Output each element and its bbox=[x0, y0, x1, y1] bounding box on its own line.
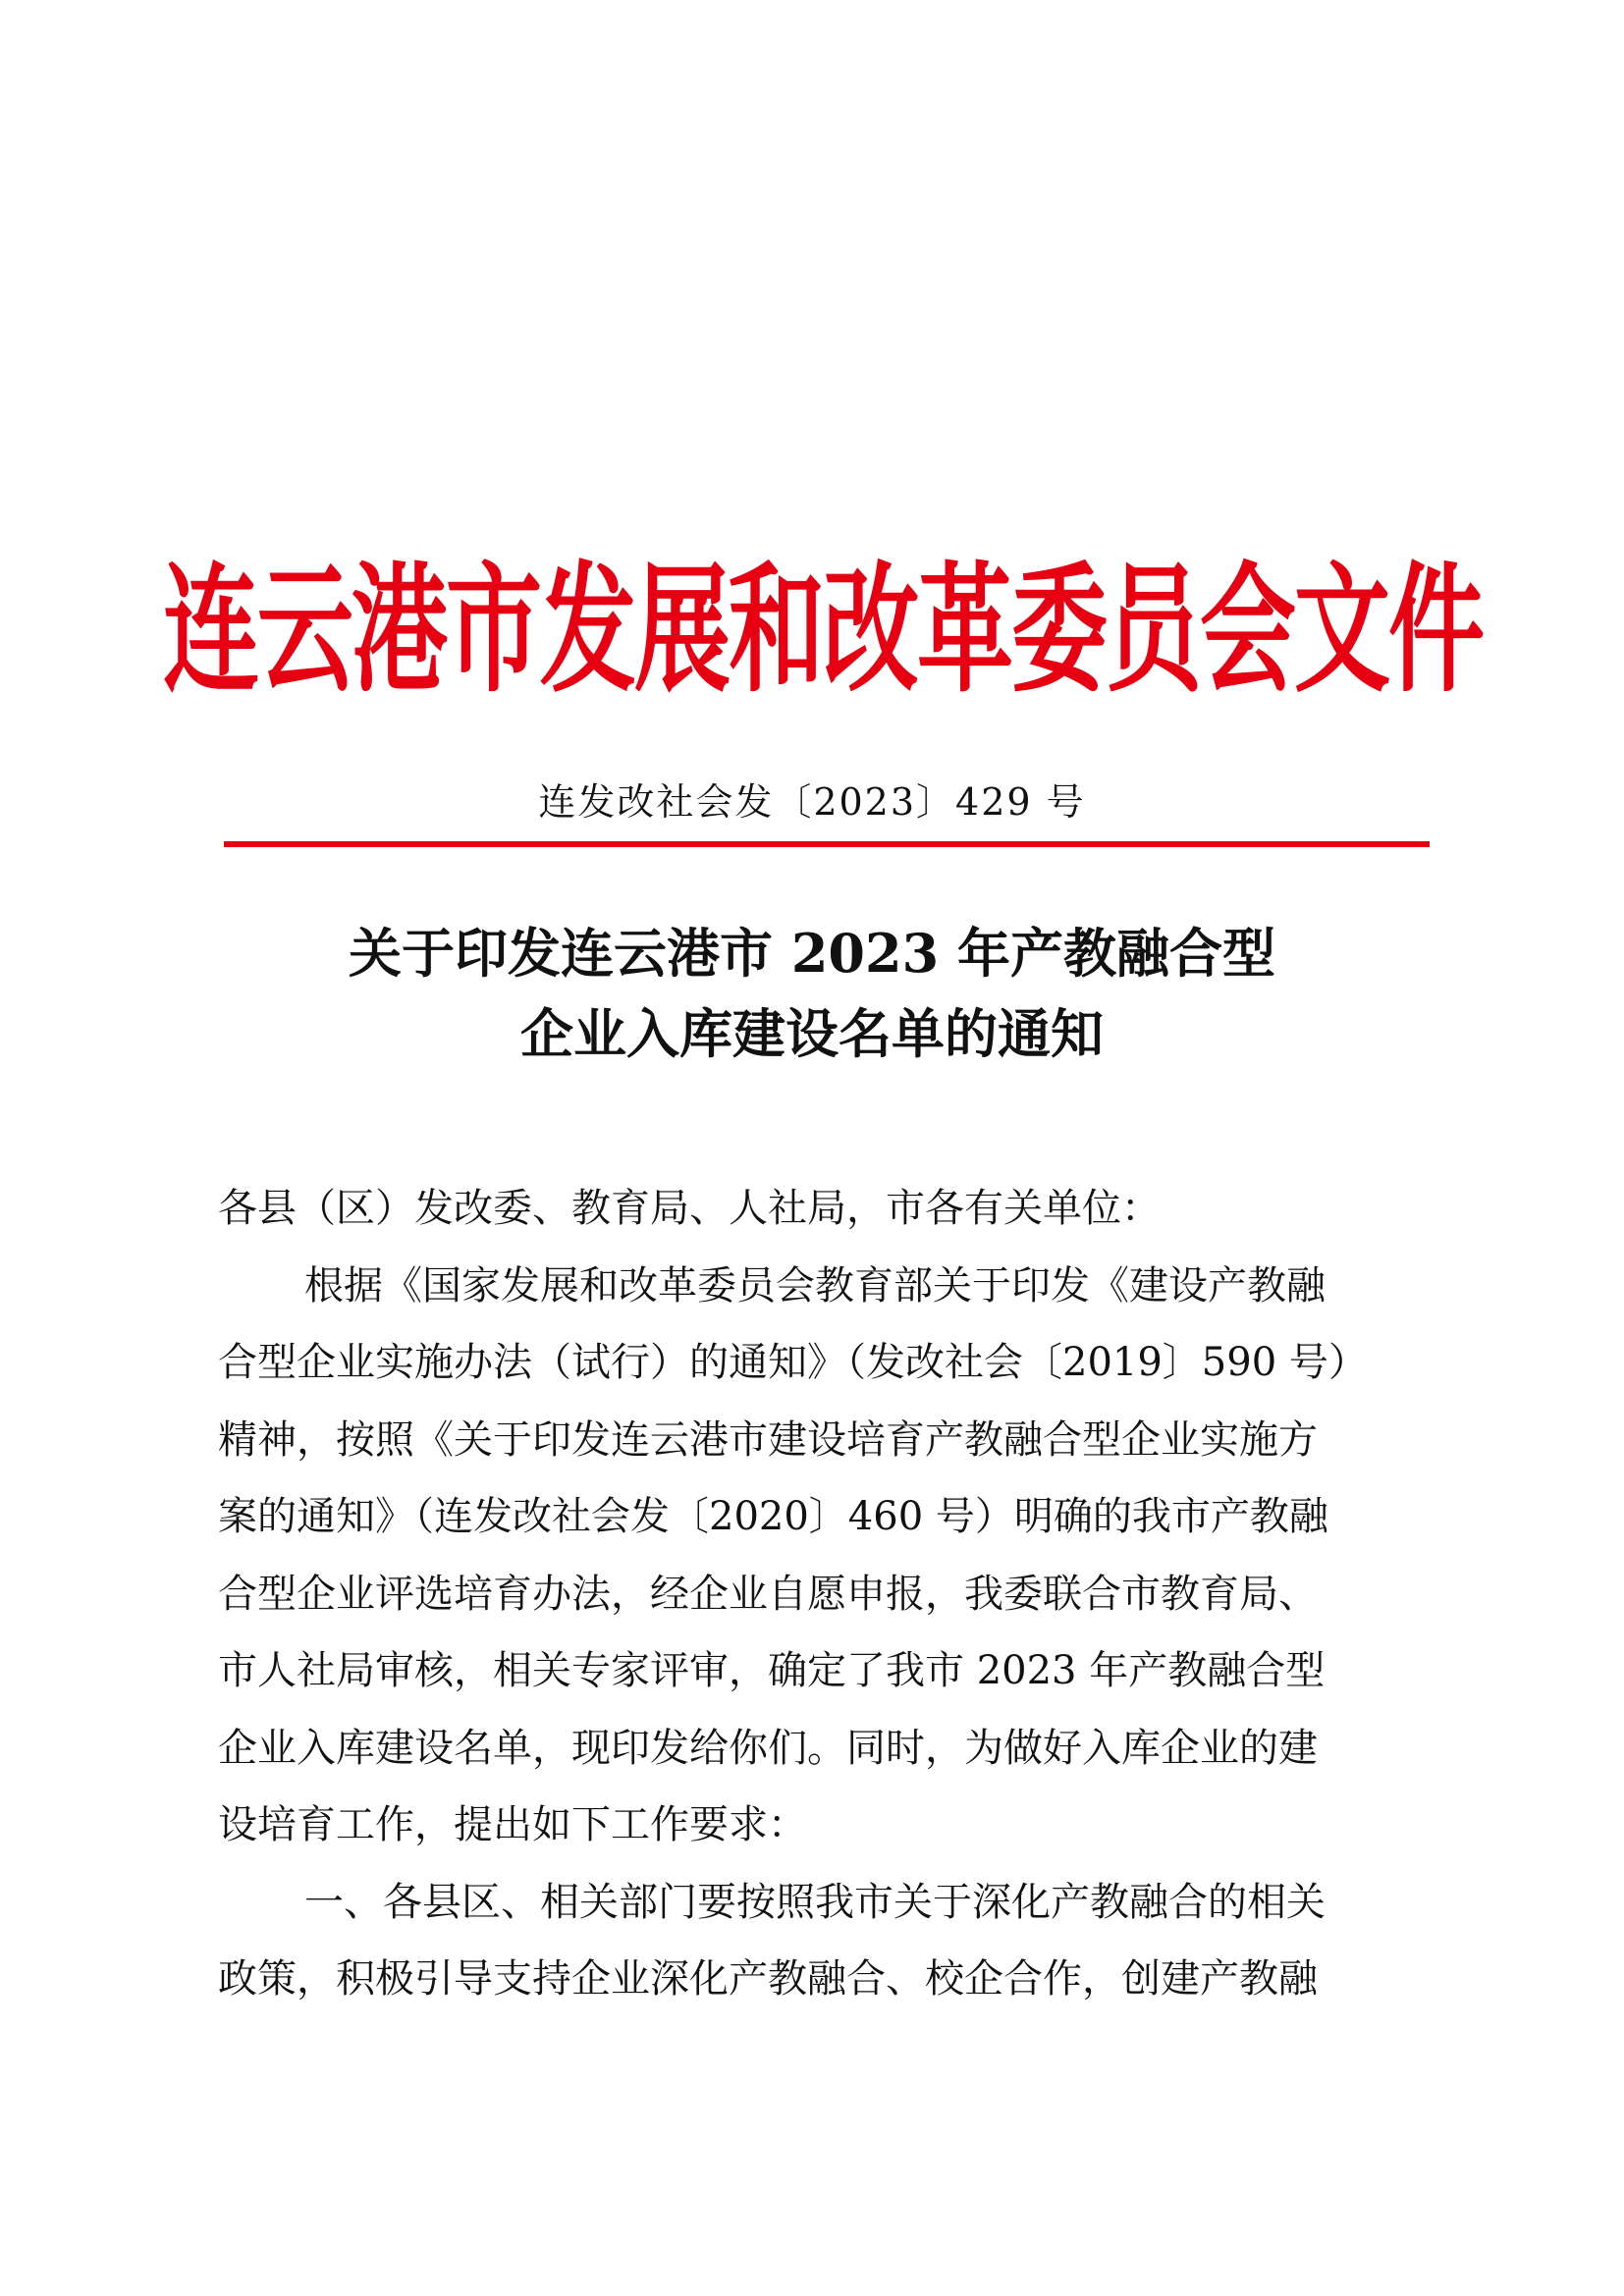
body-line: 设培育工作，提出如下工作要求： bbox=[218, 1802, 807, 1847]
body-line: 案的通知》（连发改社会发〔2020〕460 号）明确的我市产教融 bbox=[218, 1494, 1328, 1539]
document-number: 连发改社会发〔2023〕429 号 bbox=[538, 780, 1086, 824]
notice-title-line-2: 企业入库建设名单的通知 bbox=[520, 1002, 1104, 1065]
body-line: 政策，积极引导支持企业深化产教融合、校企合作，创建产教融 bbox=[218, 1956, 1318, 2002]
body-line: 根据《国家发展和改革委员会教育部关于印发《建设产教融 bbox=[304, 1262, 1326, 1308]
red-divider-line bbox=[224, 841, 1430, 847]
notice-title bbox=[0, 913, 1624, 1074]
body-line: 一、各县区、相关部门要按照我市关于深化产教融合的相关 bbox=[304, 1879, 1326, 1925]
notice-body bbox=[218, 1170, 1435, 2018]
body-line: 市人社局审核，相关专家评审，确定了我市 2023 年产教融合型 bbox=[218, 1648, 1326, 1693]
body-line: 精神，按照《关于印发连云港市建设培育产教融合型企业实施方 bbox=[218, 1416, 1318, 1463]
body-line: 合型企业评选培育办法，经企业自愿申报，我委联合市教育局、 bbox=[218, 1571, 1318, 1617]
body-line: 合型企业实施办法（试行）的通知》（发改社会〔2019〕590 号） bbox=[218, 1340, 1368, 1385]
notice-title-line-1: 关于印发连云港市 2023 年产教融合型 bbox=[349, 922, 1275, 985]
salutation: 各县（区）发改委、教育局、人社局，市各有关单位： bbox=[218, 1186, 1161, 1231]
body-line: 企业入库建设名单，现印发给你们。同时，为做好入库企业的建 bbox=[218, 1725, 1318, 1771]
masthead-title: 连云港市发展和改革委员会文件 bbox=[163, 549, 1484, 712]
